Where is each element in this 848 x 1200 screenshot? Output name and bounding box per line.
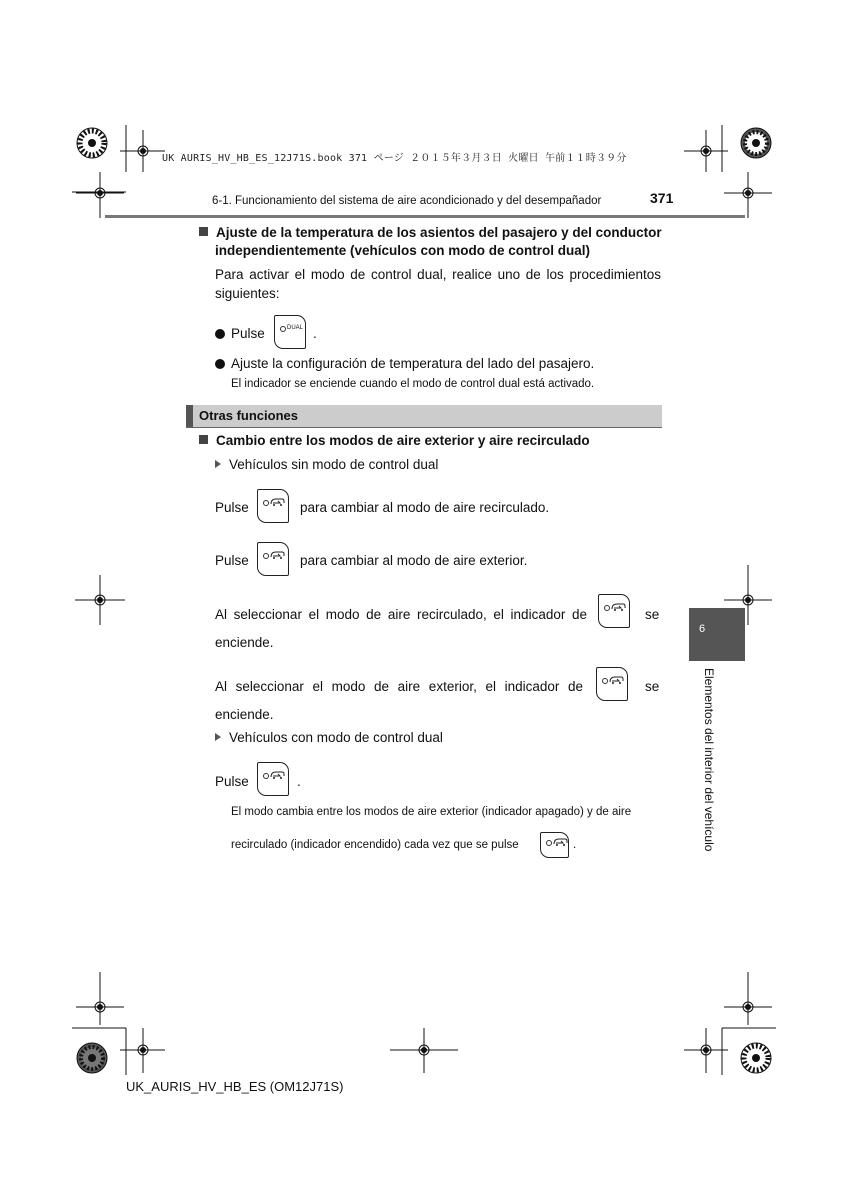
recirc-button-icon-2	[257, 542, 289, 576]
air-mode-heading	[199, 432, 590, 450]
otras-funciones-bar	[186, 405, 662, 427]
chapter-tab-vertical-text: Elementos del interior del vehículo	[702, 668, 716, 852]
sel2-se: se	[645, 679, 660, 694]
indicator-lamp-icon	[280, 326, 286, 332]
recirculation-icon	[269, 497, 285, 507]
bullet-icon	[215, 329, 225, 339]
mode-note-line1: El modo cambia entre los modos de aire exterior (indicador apagado) y de aire	[231, 806, 632, 818]
chapter-tab	[689, 608, 745, 661]
recirculation-icon	[552, 837, 568, 847]
otras-rule	[186, 427, 662, 428]
sub-no-dual	[215, 455, 438, 474]
sel1-end: enciende.	[215, 635, 274, 650]
dual-para-line1: Para activar el modo de control dual, realice uno de los procedimientos	[215, 267, 661, 282]
recirc-button-icon	[257, 489, 289, 523]
print-header: UK AURIS_HV_HB_ES_12J71S.book 371 ページ ２０１５年３月３日 火曜日 午前１１時３９分	[162, 153, 627, 164]
bullet-passenger-temp	[215, 354, 594, 373]
mode-note-line2: recirculado (indicador encendido) cada vez que se pulse	[231, 839, 519, 851]
recirc-button-icon-3	[598, 594, 630, 628]
otras-funciones-title: Otras funciones	[199, 408, 298, 423]
sel1-se: se	[645, 607, 660, 622]
sel2-end: enciende.	[215, 707, 274, 722]
dual-para-line2: siguientes:	[215, 286, 280, 301]
footer: UK_AURIS_HV_HB_ES (OM12J71S)	[126, 1079, 344, 1094]
sel2-pre: Al seleccionar el modo de aire exterior, el indicador de	[215, 679, 583, 694]
bullet2-text: Ajuste la configuración de temperatura del lado del pasajero.	[231, 356, 595, 371]
triangle-bullet-icon	[215, 733, 221, 741]
bullet1-text: Pulse	[231, 326, 265, 341]
pulse2-pre: Pulse	[215, 553, 249, 568]
page-number: 371	[650, 190, 674, 206]
triangle-bullet-icon	[215, 460, 221, 468]
bullet-icon	[215, 359, 225, 369]
mode-note-line2-end: .	[573, 839, 577, 851]
sub1-text: Vehículos sin modo de control dual	[229, 457, 439, 472]
recirc-button-icon-6	[540, 832, 569, 858]
recirc-button-icon-5	[257, 762, 289, 796]
pulse2-post: para cambiar al modo de aire exterior.	[300, 553, 528, 568]
dual-mode-heading	[199, 224, 669, 242]
air-mode-heading-text: Cambio entre los modos de aire exterior y aire recirculado	[216, 433, 590, 448]
recirculation-icon	[610, 602, 626, 612]
bullet-pulse-dual	[215, 324, 265, 343]
bullet1-suffix: .	[313, 326, 317, 341]
recirc-button-icon-4	[596, 667, 628, 701]
pulse1-post: para cambiar al modo de aire recirculado.	[300, 500, 550, 515]
recirculation-icon	[269, 550, 285, 560]
sub2-text: Vehículos con modo de control dual	[229, 730, 443, 745]
chapter-tab-number: 6	[699, 623, 706, 635]
dual-button-label: DUAL	[287, 325, 304, 331]
header-rule	[105, 215, 745, 218]
pulse3-post: .	[297, 774, 301, 789]
dual-heading-line2: independientemente (vehículos con modo de control dual)	[215, 243, 591, 258]
dual-heading-line1: Ajuste de la temperatura de los asientos del pasajero y del conductor	[216, 225, 662, 240]
dual-button-icon	[274, 315, 306, 349]
square-bullet-icon	[199, 227, 208, 236]
recirculation-icon	[269, 770, 285, 780]
sub-dual	[215, 728, 443, 747]
section-header: 6-1. Funcionamiento del sistema de aire acondicionado y del desempañador	[212, 195, 602, 207]
square-bullet-icon	[199, 435, 208, 444]
recirculation-icon	[608, 675, 624, 685]
pulse1-pre: Pulse	[215, 500, 249, 515]
pulse3-pre: Pulse	[215, 774, 249, 789]
sel1-pre: Al seleccionar el modo de aire recirculado, el indicador de	[215, 607, 587, 622]
dual-note: El indicador se enciende cuando el modo de control dual está activado.	[231, 378, 595, 390]
